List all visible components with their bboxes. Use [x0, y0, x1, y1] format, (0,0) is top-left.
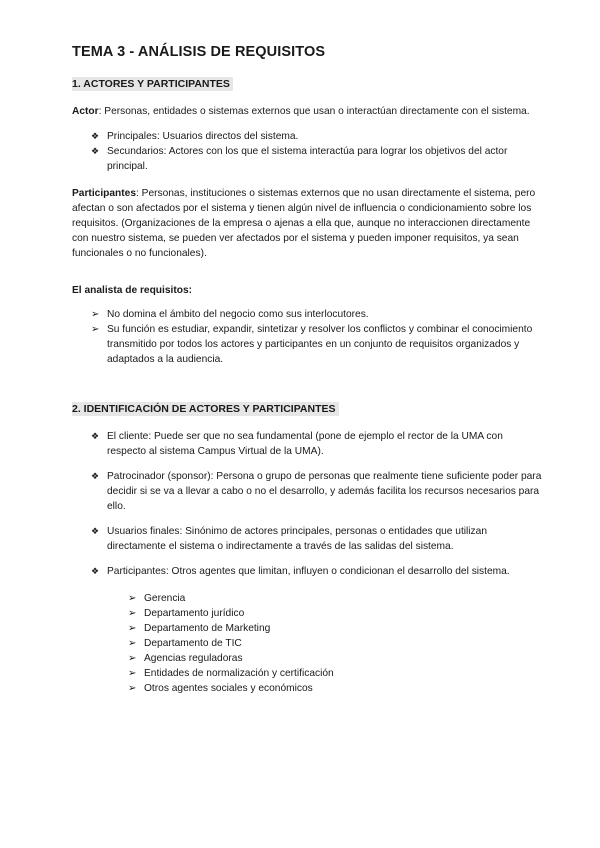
list-item: ❖ Principales: Usuarios directos del sistema.	[91, 131, 299, 142]
actor-paragraph	[72, 104, 542, 119]
list-item: ➢ Departamento de Marketing	[128, 623, 271, 634]
list-item: ➢ Su función es estudiar, expandir, sintetizar y resolver los conflictos y combinar el conocimiento transmitido por todos los actores y participantes en un conjunto de requisitos organizados y adaptados a la audiencia.	[91, 324, 533, 365]
list-item: ➢ Otros agentes sociales y económicos	[128, 683, 313, 694]
list-item: ➢ Gerencia	[128, 593, 186, 604]
list-item: ➢ Agencias reguladoras	[128, 653, 243, 664]
arrow-bullet-icon: ➢	[91, 309, 100, 320]
arrow-bullet-icon: ➢	[91, 324, 100, 335]
analista-list	[72, 307, 542, 367]
diamond-bullet-icon: ❖	[91, 566, 100, 576]
arrow-bullet-icon: ➢	[128, 668, 137, 679]
diamond-bullet-icon: ❖	[91, 131, 100, 141]
section-heading: 1. ACTORES Y PARTICIPANTES	[72, 77, 233, 91]
participantes-paragraph	[72, 186, 542, 261]
list-item: ❖ El cliente: Puede ser que no sea fundamental (pone de ejemplo el rector de la UMA con respecto al sistema Campus Virtual de la UMA).	[91, 431, 503, 457]
list-item: ❖ Participantes: Otros agentes que limitan, influyen o condicionan el desarrollo del sistema.	[91, 566, 510, 577]
arrow-bullet-icon: ➢	[128, 653, 137, 664]
actor-list	[72, 129, 542, 174]
arrow-bullet-icon: ➢	[128, 638, 137, 649]
arrow-bullet-icon: ➢	[128, 623, 137, 634]
list-item: ➢ Departamento jurídico	[128, 608, 245, 619]
arrow-bullet-icon: ➢	[128, 593, 137, 604]
page-title: TEMA 3 - ANÁLISIS DE REQUISITOS	[72, 44, 326, 60]
arrow-bullet-icon: ➢	[128, 683, 137, 694]
diamond-bullet-icon: ❖	[91, 146, 100, 156]
participantes-sublist	[72, 591, 542, 696]
participantes-definition: : Personas, instituciones o sistemas externos que no usan directamente el sistema, pero afectan o son afectados por el sistema y tienen algún nivel de influencia o condicionamiento sobre los requisitos. (Organizaciones de la empresa o ajenas a ella que, aunque no interaccionen directamente con nuestro sistema, se pueden ver afectados por el sistema y pueden imponer requisitos, ya sean funcionales o no funcionales).	[72, 188, 536, 259]
list-item: ➢ Departamento de TIC	[128, 638, 242, 649]
document-page	[72, 44, 542, 696]
section-heading: 2. IDENTIFICACIÓN DE ACTORES Y PARTICIPANTES	[72, 402, 339, 416]
analista-heading: El analista de requisitos:	[72, 285, 193, 296]
diamond-bullet-icon: ❖	[91, 526, 100, 536]
list-item: ❖ Patrocinador (sponsor): Persona o grupo de personas que realmente tiene suficiente poder para decidir si se va a llevar a cabo o no el desarrollo, y además facilita los recursos necesarios para ello.	[91, 471, 542, 512]
diamond-bullet-icon: ❖	[91, 431, 100, 441]
arrow-bullet-icon: ➢	[128, 608, 137, 619]
diamond-bullet-icon: ❖	[91, 471, 100, 481]
list-item: ➢ Entidades de normalización y certificación	[128, 668, 334, 679]
list-item: ❖ Usuarios finales: Sinónimo de actores principales, personas o entidades que utilizan directamente el sistema o indirectamente a través de las salidas del sistema.	[91, 526, 487, 552]
participantes-term: Participantes	[72, 188, 136, 199]
actor-definition: : Personas, entidades o sistemas externos que usan o interactúan directamente con el sistema.	[98, 106, 530, 117]
list-item: ➢ No domina el ámbito del negocio como sus interlocutores.	[91, 309, 369, 320]
identificacion-list	[72, 429, 542, 579]
list-item: ❖ Secundarios: Actores con los que el sistema interactúa para lograr los objetivos del actor principal.	[91, 146, 508, 172]
actor-term: Actor	[72, 106, 99, 117]
